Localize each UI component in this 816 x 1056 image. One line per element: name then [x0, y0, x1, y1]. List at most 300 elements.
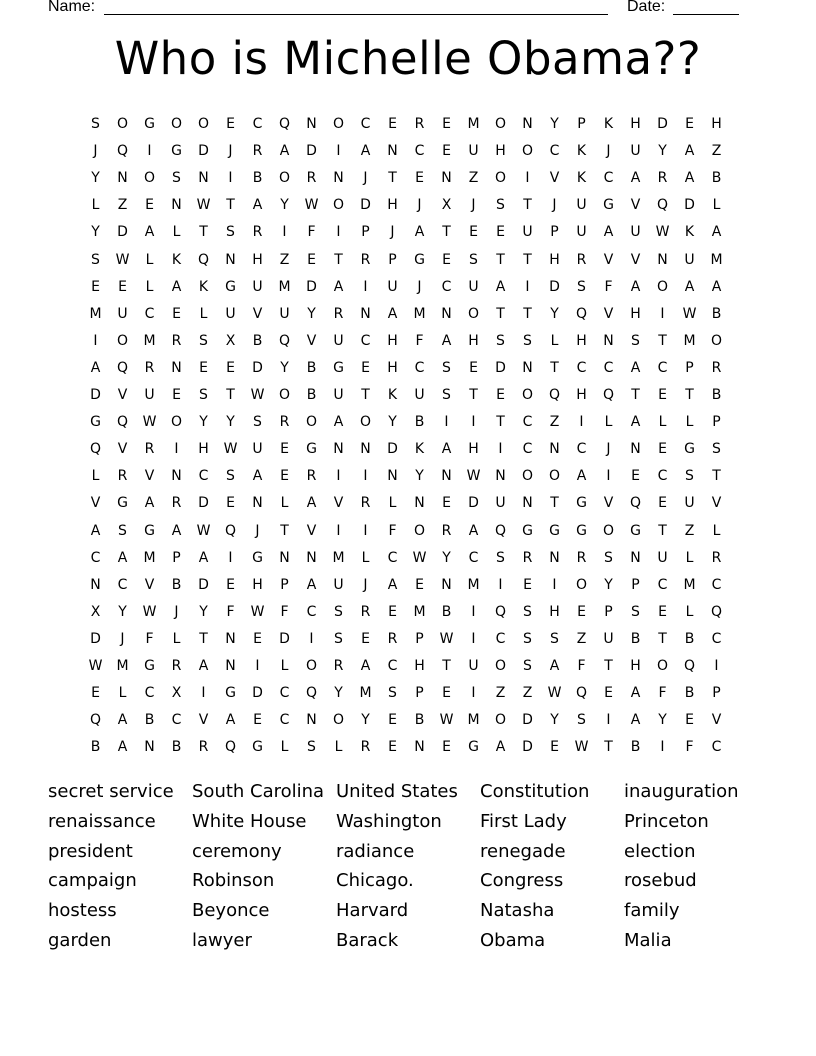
grid-letter[interactable]: I	[525, 278, 530, 295]
grid-letter[interactable]: W	[142, 414, 157, 431]
grid-letter[interactable]: U	[630, 224, 641, 241]
grid-letter[interactable]: D	[198, 143, 209, 160]
grid-letter[interactable]: P	[415, 630, 424, 647]
grid-letter[interactable]: I	[363, 468, 368, 485]
grid-letter[interactable]: O	[548, 468, 561, 485]
grid-letter[interactable]: I	[498, 576, 503, 593]
grid-letter[interactable]: C	[549, 143, 560, 160]
grid-letter[interactable]: C	[414, 143, 425, 160]
grid-letter[interactable]: B	[171, 576, 182, 593]
grid-letter[interactable]: Y	[415, 468, 424, 485]
grid-letter[interactable]: E	[280, 441, 289, 458]
grid-letter[interactable]: R	[333, 658, 344, 674]
grid-letter[interactable]: O	[656, 658, 669, 674]
grid-letter[interactable]: W	[196, 522, 211, 539]
grid-letter[interactable]: V	[711, 712, 722, 729]
grid-letter[interactable]: T	[388, 170, 397, 187]
grid-letter[interactable]: Y	[550, 116, 559, 132]
grid-letter[interactable]: A	[225, 712, 236, 729]
grid-letter[interactable]: D	[306, 278, 317, 295]
grid-letter[interactable]: C	[414, 359, 425, 376]
grid-letter[interactable]: I	[660, 305, 665, 322]
grid-letter[interactable]: J	[363, 170, 368, 187]
grid-letter[interactable]: U	[657, 549, 668, 566]
grid-letter[interactable]: B	[252, 170, 263, 187]
grid-letter[interactable]: T	[523, 305, 532, 322]
grid-letter[interactable]: V	[306, 522, 317, 539]
grid-letter[interactable]: H	[630, 658, 641, 674]
grid-letter[interactable]: S	[388, 685, 397, 702]
grid-letter[interactable]: B	[630, 630, 641, 647]
grid-letter[interactable]: S	[496, 549, 505, 566]
grid-letter[interactable]: C	[117, 576, 128, 593]
grid-letter[interactable]: N	[306, 712, 317, 729]
grid-letter[interactable]: L	[712, 197, 721, 214]
grid-letter[interactable]: A	[387, 305, 398, 322]
grid-letter[interactable]: A	[360, 658, 371, 674]
grid-letter[interactable]: Q	[683, 658, 696, 674]
grid-letter[interactable]: E	[577, 603, 586, 620]
grid-letter[interactable]: A	[333, 414, 344, 431]
grid-letter[interactable]: R	[333, 305, 344, 322]
grid-letter[interactable]: N	[144, 739, 155, 756]
grid-letter[interactable]: L	[91, 197, 100, 214]
grid-letter[interactable]: E	[415, 170, 424, 187]
grid-letter[interactable]: G	[252, 549, 263, 566]
grid-letter[interactable]: C	[576, 359, 587, 376]
grid-letter[interactable]: E	[469, 224, 478, 241]
grid-letter[interactable]: A	[171, 522, 182, 539]
grid-letter[interactable]: E	[442, 116, 451, 132]
grid-letter[interactable]: N	[603, 332, 614, 349]
grid-letter[interactable]: C	[279, 712, 290, 729]
grid-letter[interactable]: Y	[334, 685, 343, 702]
grid-letter[interactable]: C	[306, 603, 317, 620]
grid-letter[interactable]: L	[280, 495, 289, 512]
grid-letter[interactable]: U	[252, 278, 263, 295]
grid-letter[interactable]: G	[576, 495, 587, 512]
grid-letter[interactable]: B	[414, 414, 425, 431]
grid-letter[interactable]: H	[549, 251, 560, 268]
grid-letter[interactable]: T	[280, 522, 289, 539]
grid-letter[interactable]: S	[442, 387, 451, 403]
grid-letter[interactable]: V	[117, 387, 128, 403]
grid-letter[interactable]: M	[278, 278, 291, 295]
grid-letter[interactable]: O	[170, 414, 183, 431]
grid-letter[interactable]: U	[333, 387, 344, 403]
grid-letter[interactable]: E	[172, 387, 181, 403]
grid-letter[interactable]: Y	[280, 359, 289, 376]
grid-letter[interactable]: A	[630, 685, 641, 702]
grid-letter[interactable]: F	[577, 658, 586, 674]
grid-letter[interactable]: N	[90, 576, 101, 593]
grid-letter[interactable]: S	[631, 603, 640, 620]
grid-letter[interactable]: E	[226, 576, 235, 593]
grid-letter[interactable]: O	[116, 116, 129, 132]
grid-letter[interactable]: F	[226, 603, 235, 620]
grid-letter[interactable]: M	[332, 549, 345, 566]
grid-letter[interactable]: C	[522, 414, 533, 431]
grid-letter[interactable]: N	[522, 495, 533, 512]
grid-letter[interactable]: N	[252, 495, 263, 512]
grid-letter[interactable]: R	[144, 441, 155, 458]
grid-letter[interactable]: R	[711, 549, 722, 566]
grid-letter[interactable]: U	[468, 658, 479, 674]
grid-letter[interactable]: N	[387, 468, 398, 485]
grid-letter[interactable]: Q	[710, 603, 723, 620]
grid-letter[interactable]: U	[684, 495, 695, 512]
grid-letter[interactable]: L	[604, 414, 613, 431]
grid-letter[interactable]: O	[278, 387, 291, 403]
grid-letter[interactable]: W	[196, 197, 211, 214]
grid-letter[interactable]: G	[252, 739, 263, 756]
grid-letter[interactable]: S	[334, 630, 343, 647]
grid-letter[interactable]: L	[280, 739, 289, 756]
grid-letter[interactable]: I	[660, 739, 665, 756]
grid-letter[interactable]: V	[603, 495, 614, 512]
grid-letter[interactable]: O	[278, 170, 291, 187]
grid-letter[interactable]: Q	[575, 305, 588, 322]
grid-letter[interactable]: S	[577, 712, 586, 729]
grid-letter[interactable]: Q	[602, 387, 615, 403]
grid-letter[interactable]: R	[441, 522, 452, 539]
grid-letter[interactable]: P	[415, 685, 424, 702]
grid-letter[interactable]: Q	[116, 143, 129, 160]
grid-letter[interactable]: Y	[604, 576, 613, 593]
grid-letter[interactable]: E	[172, 305, 181, 322]
grid-letter[interactable]: V	[603, 251, 614, 268]
grid-letter[interactable]: Z	[117, 197, 128, 214]
grid-letter[interactable]: A	[90, 359, 101, 376]
grid-letter[interactable]: I	[525, 170, 530, 187]
grid-letter[interactable]: T	[685, 387, 694, 403]
grid-letter[interactable]: O	[467, 305, 480, 322]
grid-letter[interactable]: N	[549, 441, 560, 458]
grid-letter[interactable]: R	[522, 549, 533, 566]
grid-letter[interactable]: H	[387, 332, 398, 349]
grid-letter[interactable]: T	[334, 251, 343, 268]
grid-letter[interactable]: E	[361, 630, 370, 647]
grid-letter[interactable]: U	[468, 278, 479, 295]
grid-letter[interactable]: R	[360, 495, 371, 512]
grid-letter[interactable]: A	[90, 522, 101, 539]
grid-letter[interactable]: U	[144, 387, 155, 403]
grid-letter[interactable]: E	[496, 224, 505, 241]
grid-letter[interactable]: H	[252, 251, 263, 268]
grid-letter[interactable]: E	[361, 359, 370, 376]
grid-letter[interactable]: N	[441, 170, 452, 187]
grid-letter[interactable]: Q	[116, 359, 129, 376]
grid-letter[interactable]: S	[550, 630, 559, 647]
grid-letter[interactable]: G	[144, 116, 155, 132]
grid-letter[interactable]: P	[577, 116, 586, 132]
grid-letter[interactable]: I	[336, 468, 341, 485]
grid-letter[interactable]: N	[360, 441, 371, 458]
grid-letter[interactable]: I	[579, 414, 584, 431]
grid-letter[interactable]: V	[144, 576, 155, 593]
grid-letter[interactable]: E	[118, 278, 127, 295]
grid-letter[interactable]: D	[306, 143, 317, 160]
grid-letter[interactable]: N	[522, 359, 533, 376]
grid-letter[interactable]: T	[523, 197, 532, 214]
grid-letter[interactable]: D	[252, 685, 263, 702]
grid-letter[interactable]: J	[390, 224, 395, 241]
grid-letter[interactable]: A	[252, 197, 263, 214]
grid-letter[interactable]: N	[306, 116, 317, 132]
grid-letter[interactable]: T	[658, 630, 667, 647]
grid-letter[interactable]: R	[306, 468, 317, 485]
grid-letter[interactable]: R	[360, 251, 371, 268]
grid-letter[interactable]: G	[468, 739, 479, 756]
grid-letter[interactable]: C	[657, 576, 668, 593]
grid-letter[interactable]: I	[363, 278, 368, 295]
grid-letter[interactable]: N	[171, 468, 182, 485]
grid-letter[interactable]: H	[468, 332, 479, 349]
grid-letter[interactable]: F	[307, 224, 316, 241]
grid-letter[interactable]: S	[496, 197, 505, 214]
grid-letter[interactable]: D	[279, 630, 290, 647]
grid-letter[interactable]: W	[304, 197, 319, 214]
grid-letter[interactable]: E	[496, 387, 505, 403]
grid-letter[interactable]: I	[255, 658, 260, 674]
grid-letter[interactable]: U	[225, 305, 236, 322]
grid-letter[interactable]: S	[307, 739, 316, 756]
grid-letter[interactable]: J	[606, 441, 611, 458]
grid-letter[interactable]: R	[657, 170, 668, 187]
grid-letter[interactable]: S	[523, 630, 532, 647]
name-blank-line[interactable]	[104, 14, 608, 15]
grid-letter[interactable]: B	[630, 739, 641, 756]
grid-letter[interactable]: D	[468, 495, 479, 512]
grid-letter[interactable]: R	[171, 658, 182, 674]
grid-letter[interactable]: G	[576, 522, 587, 539]
grid-letter[interactable]: L	[145, 278, 154, 295]
grid-letter[interactable]: Y	[550, 712, 559, 729]
grid-letter[interactable]: E	[307, 251, 316, 268]
grid-letter[interactable]: R	[252, 143, 263, 160]
grid-letter[interactable]: T	[226, 387, 235, 403]
grid-letter[interactable]: D	[198, 495, 209, 512]
grid-letter[interactable]: E	[469, 359, 478, 376]
grid-letter[interactable]: A	[117, 739, 128, 756]
grid-letter[interactable]: M	[467, 576, 480, 593]
grid-letter[interactable]: Y	[91, 224, 100, 241]
grid-letter[interactable]: F	[604, 278, 613, 295]
grid-letter[interactable]: L	[199, 305, 208, 322]
grid-letter[interactable]: C	[495, 630, 506, 647]
grid-letter[interactable]: C	[90, 549, 101, 566]
grid-letter[interactable]: J	[174, 603, 179, 620]
grid-letter[interactable]: C	[468, 549, 479, 566]
grid-letter[interactable]: R	[360, 739, 371, 756]
grid-letter[interactable]: M	[683, 576, 696, 593]
grid-letter[interactable]: C	[441, 278, 452, 295]
grid-letter[interactable]: F	[280, 603, 289, 620]
grid-letter[interactable]: E	[658, 387, 667, 403]
grid-letter[interactable]: T	[469, 387, 478, 403]
grid-letter[interactable]: W	[115, 251, 130, 268]
grid-letter[interactable]: C	[603, 359, 614, 376]
grid-letter[interactable]: C	[522, 441, 533, 458]
grid-letter[interactable]: W	[439, 712, 454, 729]
grid-letter[interactable]: U	[117, 305, 128, 322]
grid-letter[interactable]: P	[631, 576, 640, 593]
grid-letter[interactable]: Y	[442, 549, 451, 566]
grid-letter[interactable]: B	[711, 387, 722, 403]
grid-letter[interactable]: H	[576, 332, 587, 349]
grid-letter[interactable]: T	[361, 387, 370, 403]
grid-letter[interactable]: O	[521, 143, 534, 160]
grid-letter[interactable]: I	[606, 712, 611, 729]
grid-letter[interactable]: I	[714, 658, 719, 674]
grid-letter[interactable]: F	[415, 332, 424, 349]
grid-letter[interactable]: T	[631, 387, 640, 403]
grid-letter[interactable]: I	[363, 522, 368, 539]
grid-letter[interactable]: Y	[658, 712, 667, 729]
grid-letter[interactable]: K	[171, 251, 182, 268]
grid-letter[interactable]: Y	[91, 170, 100, 187]
grid-letter[interactable]: B	[171, 739, 182, 756]
grid-letter[interactable]: Q	[278, 332, 291, 349]
grid-letter[interactable]: F	[685, 739, 694, 756]
grid-letter[interactable]: Y	[280, 197, 289, 214]
grid-letter[interactable]: C	[171, 712, 182, 729]
grid-letter[interactable]: C	[657, 359, 668, 376]
grid-letter[interactable]: D	[657, 116, 668, 132]
grid-letter[interactable]: D	[198, 576, 209, 593]
grid-letter[interactable]: W	[466, 468, 481, 485]
grid-letter[interactable]: A	[630, 712, 641, 729]
grid-letter[interactable]: V	[252, 305, 263, 322]
grid-letter[interactable]: J	[606, 143, 611, 160]
grid-letter[interactable]: O	[602, 522, 615, 539]
grid-letter[interactable]: I	[336, 224, 341, 241]
grid-letter[interactable]: A	[360, 143, 371, 160]
grid-letter[interactable]: G	[333, 359, 344, 376]
grid-letter[interactable]: C	[360, 332, 371, 349]
grid-letter[interactable]: D	[117, 224, 128, 241]
grid-letter[interactable]: B	[441, 603, 452, 620]
grid-letter[interactable]: C	[360, 116, 371, 132]
grid-letter[interactable]: Z	[549, 414, 560, 431]
grid-letter[interactable]: N	[414, 739, 425, 756]
grid-letter[interactable]: T	[496, 414, 505, 431]
grid-letter[interactable]: P	[550, 224, 559, 241]
grid-letter[interactable]: H	[252, 576, 263, 593]
grid-letter[interactable]: Z	[684, 522, 695, 539]
grid-letter[interactable]: J	[417, 278, 422, 295]
grid-letter[interactable]: E	[685, 116, 694, 132]
grid-letter[interactable]: W	[412, 549, 427, 566]
grid-letter[interactable]: E	[145, 197, 154, 214]
grid-letter[interactable]: T	[550, 359, 559, 376]
grid-letter[interactable]: A	[198, 549, 209, 566]
grid-letter[interactable]: Y	[199, 603, 208, 620]
grid-letter[interactable]: C	[711, 630, 722, 647]
grid-letter[interactable]: O	[710, 332, 723, 349]
grid-letter[interactable]: A	[603, 224, 614, 241]
grid-letter[interactable]: R	[144, 359, 155, 376]
grid-letter[interactable]: R	[414, 116, 425, 132]
grid-letter[interactable]: T	[496, 251, 505, 268]
grid-letter[interactable]: S	[685, 468, 694, 485]
grid-letter[interactable]: S	[226, 224, 235, 241]
grid-letter[interactable]: C	[144, 305, 155, 322]
grid-letter[interactable]: G	[522, 522, 533, 539]
grid-letter[interactable]: O	[494, 116, 507, 132]
grid-letter[interactable]: E	[199, 359, 208, 376]
grid-letter[interactable]: R	[306, 170, 317, 187]
grid-letter[interactable]: S	[604, 549, 613, 566]
grid-letter[interactable]: A	[549, 658, 560, 674]
grid-letter[interactable]: W	[547, 685, 562, 702]
grid-letter[interactable]: Y	[388, 414, 397, 431]
grid-letter[interactable]: L	[685, 414, 694, 431]
grid-letter[interactable]: Q	[89, 441, 102, 458]
grid-letter[interactable]: H	[414, 658, 425, 674]
grid-letter[interactable]: L	[550, 332, 559, 349]
grid-letter[interactable]: I	[606, 468, 611, 485]
grid-letter[interactable]: M	[143, 332, 156, 349]
grid-letter[interactable]: O	[413, 522, 426, 539]
grid-letter[interactable]: E	[442, 143, 451, 160]
grid-letter[interactable]: N	[441, 305, 452, 322]
grid-letter[interactable]: A	[711, 224, 722, 241]
grid-letter[interactable]: A	[630, 359, 641, 376]
grid-letter[interactable]: B	[711, 170, 722, 187]
grid-letter[interactable]: V	[333, 495, 344, 512]
grid-letter[interactable]: B	[252, 332, 263, 349]
grid-letter[interactable]: N	[171, 359, 182, 376]
grid-letter[interactable]: W	[682, 305, 697, 322]
grid-letter[interactable]: L	[172, 630, 181, 647]
grid-letter[interactable]: S	[631, 332, 640, 349]
grid-letter[interactable]: I	[336, 143, 341, 160]
grid-letter[interactable]: V	[549, 170, 560, 187]
grid-letter[interactable]: G	[684, 441, 695, 458]
grid-letter[interactable]: X	[171, 685, 182, 702]
grid-letter[interactable]: N	[225, 251, 236, 268]
grid-letter[interactable]: U	[414, 387, 425, 403]
grid-letter[interactable]: U	[522, 224, 533, 241]
grid-letter[interactable]: Q	[89, 712, 102, 729]
grid-letter[interactable]: N	[387, 143, 398, 160]
grid-letter[interactable]: T	[442, 224, 451, 241]
grid-letter[interactable]: I	[228, 549, 233, 566]
grid-letter[interactable]: U	[252, 441, 263, 458]
grid-letter[interactable]: G	[225, 685, 236, 702]
grid-letter[interactable]: I	[282, 224, 287, 241]
grid-letter[interactable]: R	[252, 224, 263, 241]
grid-letter[interactable]: V	[630, 197, 641, 214]
grid-letter[interactable]: F	[388, 522, 397, 539]
grid-letter[interactable]: A	[279, 143, 290, 160]
grid-letter[interactable]: D	[522, 712, 533, 729]
grid-letter[interactable]: A	[414, 224, 425, 241]
grid-letter[interactable]: O	[494, 658, 507, 674]
grid-letter[interactable]: R	[198, 739, 209, 756]
grid-letter[interactable]: W	[439, 630, 454, 647]
grid-letter[interactable]: I	[471, 603, 476, 620]
grid-letter[interactable]: W	[655, 224, 670, 241]
grid-letter[interactable]: H	[630, 305, 641, 322]
grid-letter[interactable]: L	[685, 549, 694, 566]
grid-letter[interactable]: S	[172, 170, 181, 187]
grid-letter[interactable]: Y	[361, 712, 370, 729]
grid-letter[interactable]: L	[118, 685, 127, 702]
grid-letter[interactable]: U	[630, 143, 641, 160]
grid-letter[interactable]: Q	[224, 522, 237, 539]
